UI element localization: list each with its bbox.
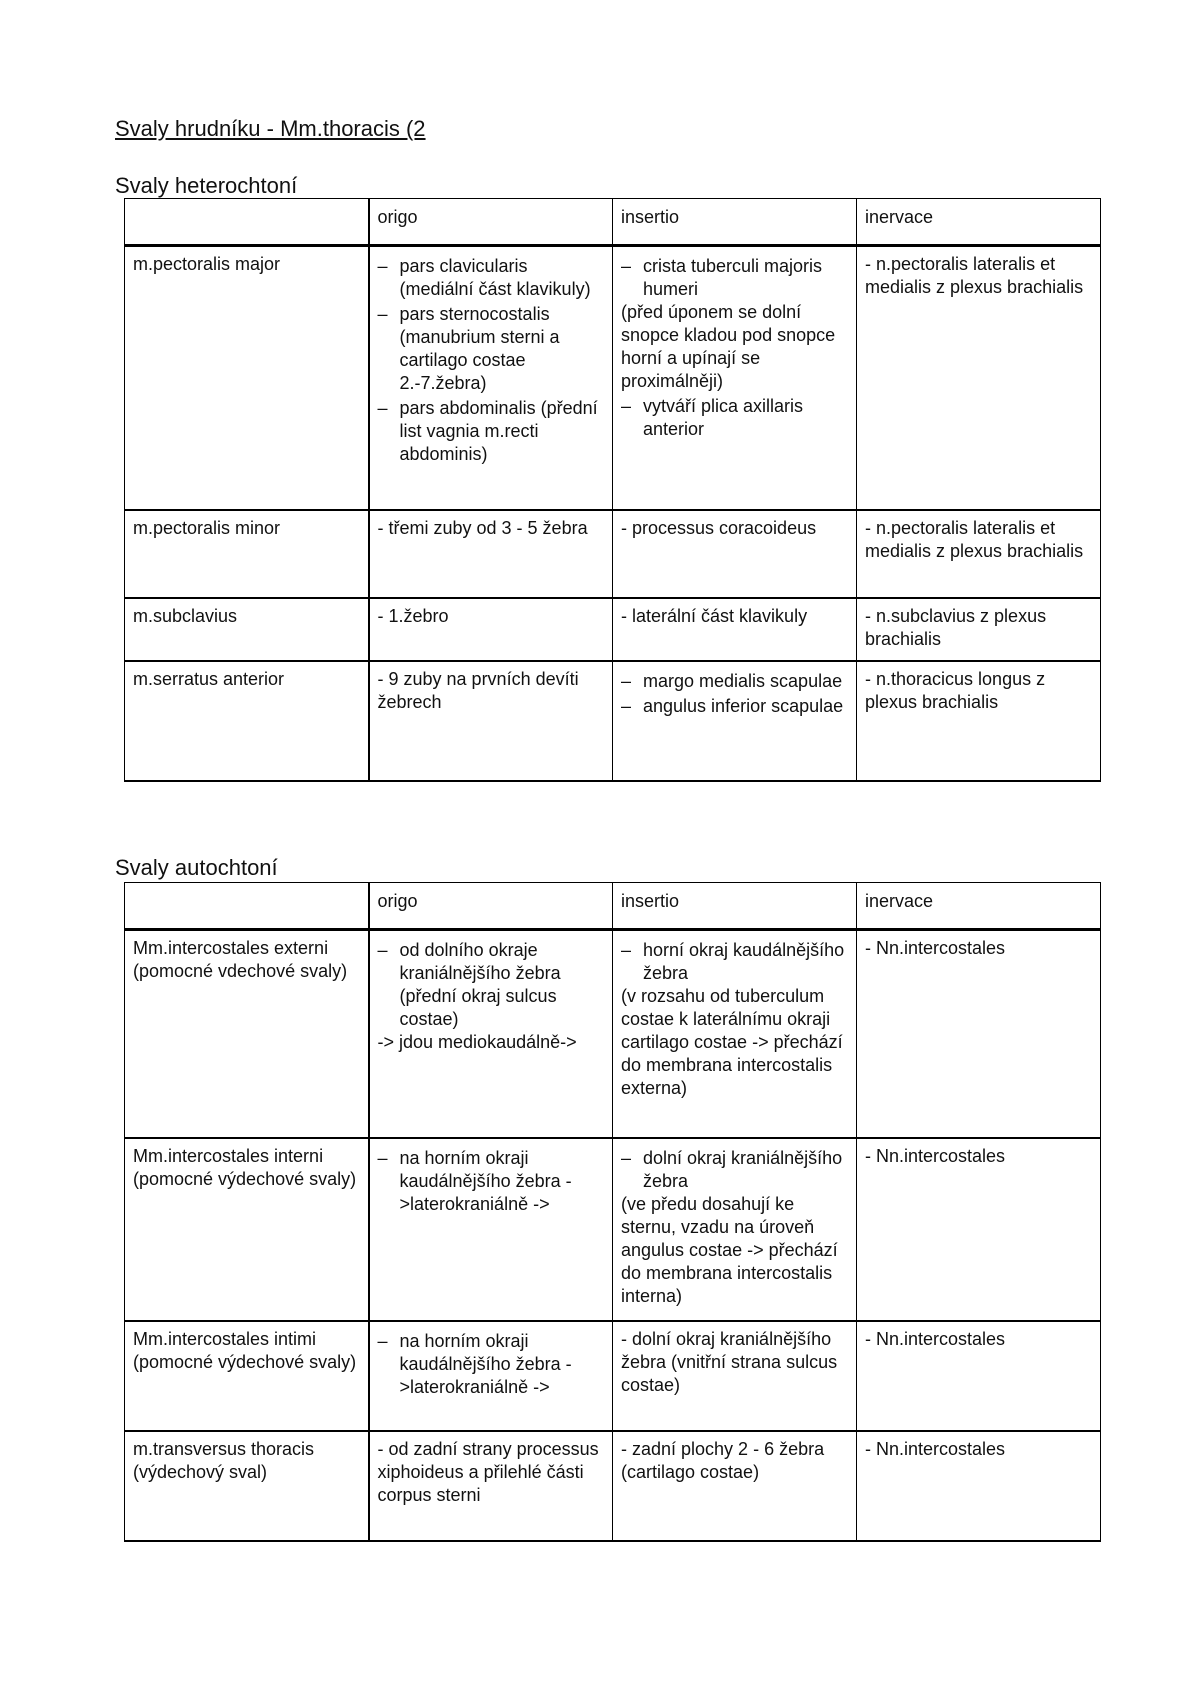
muscle-name: m.subclavius bbox=[125, 598, 369, 661]
origo-cell: - třemi zuby od 3 - 5 žebra bbox=[369, 510, 613, 598]
insertio-list bbox=[621, 255, 848, 301]
origo-list bbox=[378, 939, 605, 1031]
insertio-list bbox=[621, 1147, 848, 1193]
origo-list bbox=[378, 255, 605, 466]
origo-list bbox=[378, 1147, 605, 1216]
header-cell-inervace: inervace bbox=[857, 199, 1101, 246]
origo-cell: - 1.žebro bbox=[369, 598, 613, 661]
table-row bbox=[125, 246, 1101, 510]
insertio-cell bbox=[613, 661, 857, 781]
table-header-row bbox=[125, 199, 1101, 246]
origo-cell bbox=[369, 246, 613, 510]
list-item: – crista tuberculi majoris humeri bbox=[621, 255, 848, 301]
header-cell-insertio: insertio bbox=[613, 199, 857, 246]
origo-cell bbox=[369, 1138, 613, 1321]
insertio-note: (v rozsahu od tuberculum costae k laterálnímu okraji cartilago costae -> přechází do membrana intercostalis externa) bbox=[621, 986, 843, 1098]
list-item: – vytváří plica axillaris anterior bbox=[621, 395, 848, 441]
muscle-name: m.pectoralis minor bbox=[125, 510, 369, 598]
table-row bbox=[125, 661, 1101, 781]
list-item: – pars sternocostalis (manubrium sterni a cartilago costae 2.-7.žebra) bbox=[378, 303, 605, 395]
table-header-row bbox=[125, 883, 1101, 930]
insertio-list bbox=[621, 395, 848, 441]
insertio-note: (ve předu dosahují ke sternu, vzadu na úroveň angulus costae -> přechází do membrana intercostalis interna) bbox=[621, 1193, 838, 1306]
list-item: – od dolního okraje kraniálnějšího žebra (přední okraj sulcus costae) bbox=[378, 939, 605, 1031]
origo-list bbox=[378, 1330, 605, 1399]
list-item: – margo medialis scapulae bbox=[621, 670, 848, 693]
table-row bbox=[125, 1138, 1101, 1321]
insertio-list bbox=[621, 670, 848, 718]
table-row bbox=[125, 510, 1101, 598]
inervace-cell: - Nn.intercostales bbox=[857, 1431, 1101, 1541]
origo-cell bbox=[369, 930, 613, 1138]
list-item: – na horním okraji kaudálnějšího žebra ->laterokraniálně -> bbox=[378, 1330, 605, 1399]
list-item: – pars abdominalis (přední list vagnia m.recti abdominis) bbox=[378, 397, 605, 466]
muscle-name: Mm.intercostales externi (pomocné vdechové svaly) bbox=[125, 930, 369, 1138]
muscle-name: Mm.intercostales interni (pomocné výdechové svaly) bbox=[125, 1138, 369, 1321]
header-cell-origo: origo bbox=[369, 199, 613, 246]
inervace-cell: - n.pectoralis lateralis et medialis z plexus brachialis bbox=[857, 246, 1101, 510]
origo-cell bbox=[369, 1321, 613, 1431]
list-item: – angulus inferior scapulae bbox=[621, 695, 848, 718]
inervace-cell: - n.thoracicus longus z plexus brachialis bbox=[857, 661, 1101, 781]
insertio-cell: - laterální část klavikuly bbox=[613, 598, 857, 661]
origo-cell: - 9 zuby na prvních devíti žebrech bbox=[369, 661, 613, 781]
list-item: – horní okraj kaudálnějšího žebra bbox=[621, 939, 848, 985]
inervace-cell: - Nn.intercostales bbox=[857, 1138, 1101, 1321]
section-heading-heterochtoni: Svaly heterochtoní bbox=[115, 173, 298, 198]
table-row bbox=[125, 1431, 1101, 1541]
table-row bbox=[125, 1321, 1101, 1431]
inervace-cell: - Nn.intercostales bbox=[857, 1321, 1101, 1431]
insertio-cell bbox=[613, 246, 857, 510]
section-heading-autochtoni: Svaly autochtoní bbox=[115, 855, 278, 880]
header-cell-empty bbox=[125, 883, 369, 930]
insertio-cell: - dolní okraj kraniálnějšího žebra (vnitřní strana sulcus costae) bbox=[613, 1321, 857, 1431]
table-row bbox=[125, 930, 1101, 1138]
list-item: – pars clavicularis (mediální část klavikuly) bbox=[378, 255, 605, 301]
insertio-cell bbox=[613, 1138, 857, 1321]
document-title: Svaly hrudníku - Mm.thoracis (2 bbox=[115, 116, 426, 141]
inervace-cell: - n.subclavius z plexus brachialis bbox=[857, 598, 1101, 661]
insertio-cell bbox=[613, 930, 857, 1138]
header-cell-insertio: insertio bbox=[613, 883, 857, 930]
inervace-cell: - n.pectoralis lateralis et medialis z plexus brachialis bbox=[857, 510, 1101, 598]
origo-cell: - od zadní strany processus xiphoideus a přilehlé části corpus sterni bbox=[369, 1431, 613, 1541]
header-cell-empty bbox=[125, 199, 369, 246]
inervace-cell: - Nn.intercostales bbox=[857, 930, 1101, 1138]
insertio-cell: - zadní plochy 2 - 6 žebra (cartilago costae) bbox=[613, 1431, 857, 1541]
insertio-cell: - processus coracoideus bbox=[613, 510, 857, 598]
header-cell-origo: origo bbox=[369, 883, 613, 930]
muscle-name: Mm.intercostales intimi (pomocné výdechové svaly) bbox=[125, 1321, 369, 1431]
table-heterochtoni bbox=[124, 198, 1101, 782]
origo-note: -> jdou mediokaudálně-> bbox=[377, 1032, 577, 1052]
insertio-note: (před úponem se dolní snopce kladou pod snopce horní a upínají se proximálněji) bbox=[621, 302, 836, 391]
insertio-list bbox=[621, 939, 848, 985]
list-item: – dolní okraj kraniálnějšího žebra bbox=[621, 1147, 848, 1193]
muscle-name: m.pectoralis major bbox=[125, 246, 369, 510]
table-row bbox=[125, 598, 1101, 661]
header-cell-inervace: inervace bbox=[857, 883, 1101, 930]
list-item: – na horním okraji kaudálnějšího žebra ->laterokraniálně -> bbox=[378, 1147, 605, 1216]
muscle-name: m.serratus anterior bbox=[125, 661, 369, 781]
muscle-name: m.transversus thoracis (výdechový sval) bbox=[125, 1431, 369, 1541]
table-autochtoni bbox=[124, 882, 1101, 1542]
